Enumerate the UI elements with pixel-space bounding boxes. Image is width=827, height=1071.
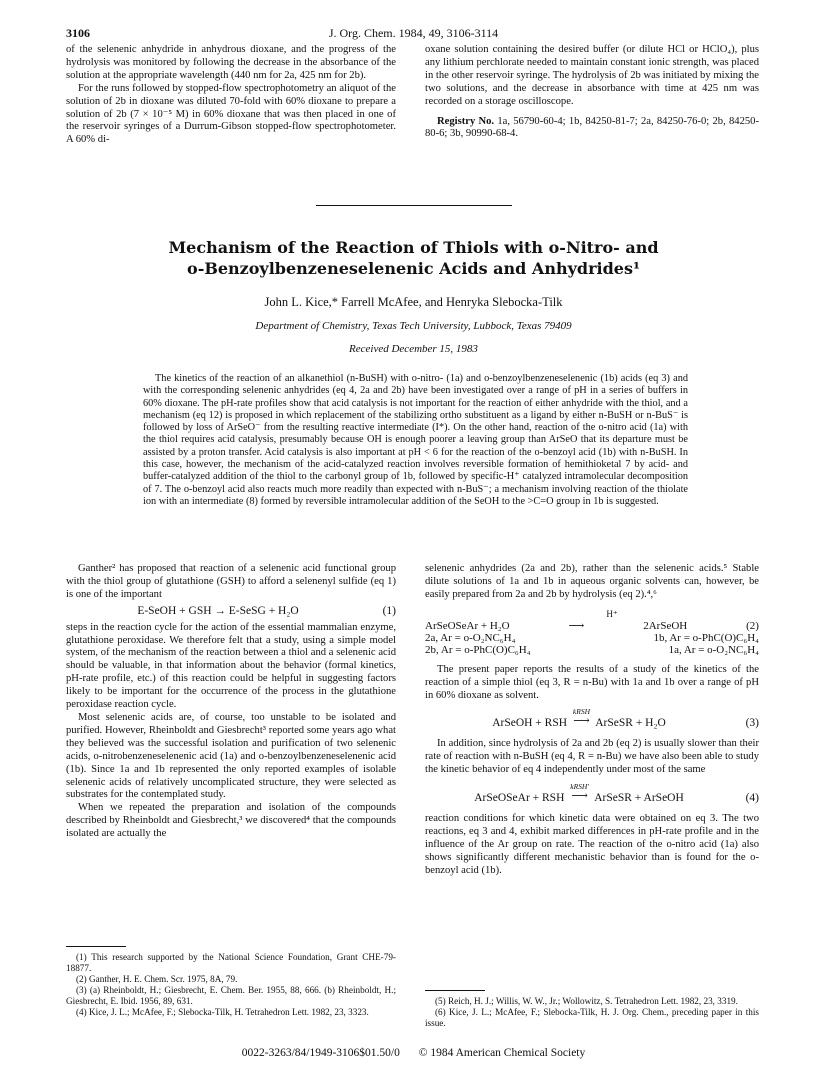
equation-right: ArSeSR + ArSeOH bbox=[594, 792, 684, 805]
footnote: (1) This research supported by the National Science Foundation, Grant CHE-79-18877. bbox=[66, 952, 396, 973]
equation-left: ArSeOSeAr + RSH bbox=[474, 792, 565, 805]
paragraph: oxane solution containing the desired buffer (or dilute HCl or HClO₄), plus any lithium perchlorate needed to maintain constant ionic strength, was placed in the other reservoir syringe. The hydrolysis of 2b was initiated by mixing the two solutions, and the decrease in absorbance with time at 425 nm was recorded on a storage oscilloscope. bbox=[425, 44, 759, 107]
paragraph: When we repeated the preparation and isolation of the compounds described by Rheinboldt and Giesbrecht,³ we discovered⁴ that the compounds isolated are actually the bbox=[66, 802, 396, 840]
footnotes-left bbox=[66, 952, 396, 1018]
registry-text: 1a, 56790-60-4; 1b, 84250-81-7; 2a, 84250-76-0; 2b, 84250-80-6; 3b, 90990-68-4. bbox=[425, 115, 759, 140]
footnote-rule bbox=[425, 990, 485, 991]
equation-right: ArSeSR + H₂O bbox=[595, 717, 666, 730]
equation-number: (1) bbox=[382, 604, 396, 617]
footnote: (2) Ganther, H. E. Chem. Scr. 1975, 8A, 79. bbox=[76, 974, 238, 984]
journal-header: J. Org. Chem. 1984, 49, 3106-3114 bbox=[328, 26, 499, 40]
equation-note: 2a, Ar = o-O₂NC₆H₄ bbox=[425, 631, 516, 644]
paragraph: Most selenenic acids are, of course, too unstable to be isolated and purified. However, Rheinboldt and Giesbrecht³ reported some years ago what they believed was the successful isolation and purification of two selenenic acids, o-nitrobenzeneselenenic acid (1a) and o-benzoylbenzeneselenenic acid (1b). Since 1a and 1b represented the only reported examples of isolable selenenic acids of relatively uncomplicated structure, they were selected as substrates for the contemplated study. bbox=[66, 711, 396, 801]
paragraph: reaction conditions for which kinetic data were obtained on eq 3. The two reactions, eq 3 and 4, exhibit marked differences in pH-rate profile and in the influence of the Ar group on rate. The reaction of the o-nitro acid (1a) also shows significantly different mechanistic behavior than is found for the o-benzoyl acid (1b). bbox=[425, 812, 759, 876]
rate-constant: kRSH bbox=[572, 707, 590, 717]
equation-expression bbox=[425, 707, 733, 730]
paragraph: Ganther² has proposed that reaction of a selenenic acid functional group with the thiol group of glutathione (GSH) to afford a selenenyl sulfide (eq 1) is one of the important bbox=[66, 563, 396, 600]
equation-left: ArSeOH + RSH bbox=[492, 717, 568, 730]
arrow-icon: ⟶ bbox=[573, 715, 590, 728]
title-line: o-Benzoylbenzeneselenenic Acids and Anhydrides¹ bbox=[187, 259, 640, 278]
continuation-right bbox=[425, 44, 759, 141]
paragraph: steps in the reaction cycle for the action of the essential mammalian enzyme, glutathione peroxidase. We therefore felt that a study, using a simple model system, of the mechanism of the reaction between a thiol and a selenenic acid should be valuable, in that information about the behavior (formal kinetics, pH-rate profile, etc.) of this reaction could be helpful in suggesting factors likely to be important for the occurrence of the process in the glutathione peroxidase reaction cycle. bbox=[66, 621, 396, 711]
equation-note: 1a, Ar = o-O₂NC₆H₄ bbox=[668, 643, 759, 656]
footnote: (4) Kice, J. L.; McAfee, F.; Slebocka-Tilk, H. Tetrahedron Lett. 1982, 23, 3323. bbox=[76, 1007, 369, 1017]
paragraph: of the selenenic anhydride in anhydrous dioxane, and the progress of the hydrolysis was monitored by following the decrease in the absorbance of the solution at the appropriate wavelength (440 nm for 2a, 425 nm for 2b). bbox=[66, 44, 396, 81]
equation-catalyst: H⁺ bbox=[606, 608, 618, 619]
footnote-rule bbox=[66, 946, 126, 947]
equation-1 bbox=[66, 605, 396, 618]
equation-left: ArSeOSeAr + H₂O bbox=[425, 619, 510, 632]
registry-numbers bbox=[425, 116, 759, 142]
arrow-icon: ⟶ bbox=[571, 790, 588, 803]
equation-number: (4) bbox=[745, 792, 759, 805]
received-date: Received December 15, 1983 bbox=[349, 343, 478, 355]
paragraph: In addition, since hydrolysis of 2a and 2b (eq 2) is usually slower than their rate of reaction with n-BuSH (eq 4, R = n-Bu) we have also been able to study the kinetic behavior of eq 4 independently under most of the same bbox=[425, 738, 759, 776]
arrow-icon: ⟶ bbox=[568, 619, 585, 632]
rate-arrow bbox=[573, 708, 590, 726]
equation-number: (2) bbox=[746, 619, 759, 632]
rate-constant: kRSH′ bbox=[570, 782, 589, 792]
registry-label: Registry No. bbox=[437, 115, 495, 127]
article-code: 0022-3263/84/1949-3106$01.50/0 bbox=[241, 1047, 400, 1059]
paragraph: The present paper reports the results of a study of the kinetics of the reaction of a simple thiol (eq 3, R = n-Bu) with 1a and 1b over a range of pH in 60% dioxane as solvent. bbox=[425, 663, 759, 701]
authors: John L. Kice,* Farrell McAfee, and Henryka Slebocka-Tilk bbox=[264, 295, 563, 309]
paragraph: For the runs followed by stopped-flow spectrophotometry an aliquot of the solution of 2b in dioxane was diluted 70-fold with 60% dioxane to prepare a solution of 2b (7 × 10⁻⁵ M) in 60% dioxane that was then placed in one of the reservoir syringes of a Durrum-Gibson stopped-flow spectrophotometer. A 60% di- bbox=[66, 82, 396, 146]
equation-2 bbox=[425, 608, 759, 656]
page-number: 3106 bbox=[66, 26, 90, 40]
equation-expression: E-SeOH + GSH → E-SeSG + H₂O bbox=[137, 604, 299, 617]
body-right-column bbox=[425, 563, 759, 878]
equation-right: 2ArSeOH bbox=[643, 619, 688, 632]
body-left-column bbox=[66, 563, 396, 841]
affiliation: Department of Chemistry, Texas Tech University, Lubbock, Texas 79409 bbox=[255, 320, 572, 332]
abstract-text: The kinetics of the reaction of an alkanethiol (n-BuSH) with o-nitro- (1a) and o-benzoylbenzeneselenenic (1b) acids (eq 3) and with the corresponding selenenic anhydrides (eq 4, 2a and 2b) have been investigated over a range of pH in a series of buffers in 60% dioxane. The pH-rate profiles show that acid catalysis is not important for the reaction of either anhydride with the thiol, and a mechanism (eq 12) is proposed in which replacement of the stabilizing ortho substituent as a ligand by either n-BuSH or n-BuS⁻ is followed by loss of ArSeO⁻ from the resulting reactive intermediate (I*). On the other hand, reaction of the o-nitro acid (1a) with the thiol requires acid catalysis, presumably because OH is enough poorer a leaving group than ArSeO that its departure must be assisted by a proton transfer. Acid catalysis is also important at pH < 6 for the reaction of the o-benzoyl acid (1b) with n-BuSH. In this case, however, the mechanism of the acid-catalyzed reaction involves reversible formation of hemithioketal 7 by acid- and buffer-catalyzed addition of the thiol to the carbonyl group of 1b, followed by specific-H⁺ catalyzed intramolecular decomposition of 7. The o-benzoyl acid also reacts much more readily than expected with n-BuS⁻; a mechanism involving reaction of the thiolate ion with an intermediate (8) formed by reversible intramolecular addition of the SeOH to the >C=O group in 1b is suggested. bbox=[143, 373, 688, 507]
paragraph: selenenic anhydrides (2a and 2b), rather than the selenenic acids.⁵ Stable dilute solutions of 1a and 1b in aqueous organic solvents can, however, be easily prepared from 2a and 2b by hydrolysis (eq 2).⁴,⁶ bbox=[425, 563, 759, 600]
equation-3 bbox=[425, 707, 759, 730]
equation-note: 1b, Ar = o-PhC(O)C₆H₄ bbox=[653, 631, 759, 644]
abstract bbox=[143, 373, 688, 508]
continuation-left bbox=[66, 44, 396, 147]
equation-number: (3) bbox=[745, 717, 759, 730]
footnotes-right bbox=[425, 996, 759, 1029]
copyright: © 1984 American Chemical Society bbox=[418, 1047, 586, 1059]
equation-note: 2b, Ar = o-PhC(O)C₆H₄ bbox=[425, 643, 531, 656]
footnote: (6) Kice, J. L.; McAfee, F.; Slebocka-Tilk, H. J. Org. Chem., preceding paper in this issue. bbox=[425, 1007, 759, 1028]
footnote: (3) (a) Rheinboldt, H.; Giesbrecht, E. Chem. Ber. 1955, 88, 666. (b) Rheinboldt, H.; Giesbrecht, E. Ibid. 1956, 89, 631. bbox=[66, 985, 396, 1006]
rate-arrow bbox=[570, 783, 589, 801]
section-divider bbox=[316, 205, 512, 206]
article-title bbox=[0, 237, 827, 279]
title-line: Mechanism of the Reaction of Thiols with o-Nitro- and bbox=[168, 238, 659, 257]
footnote: (5) Reich, H. J.; Willis, W. W., Jr.; Wollowitz, S. Tetrahedron Lett. 1982, 23, 3319. bbox=[435, 996, 738, 1006]
equation-4 bbox=[425, 782, 759, 805]
page-footer bbox=[0, 1047, 827, 1059]
equation-expression bbox=[425, 782, 733, 805]
